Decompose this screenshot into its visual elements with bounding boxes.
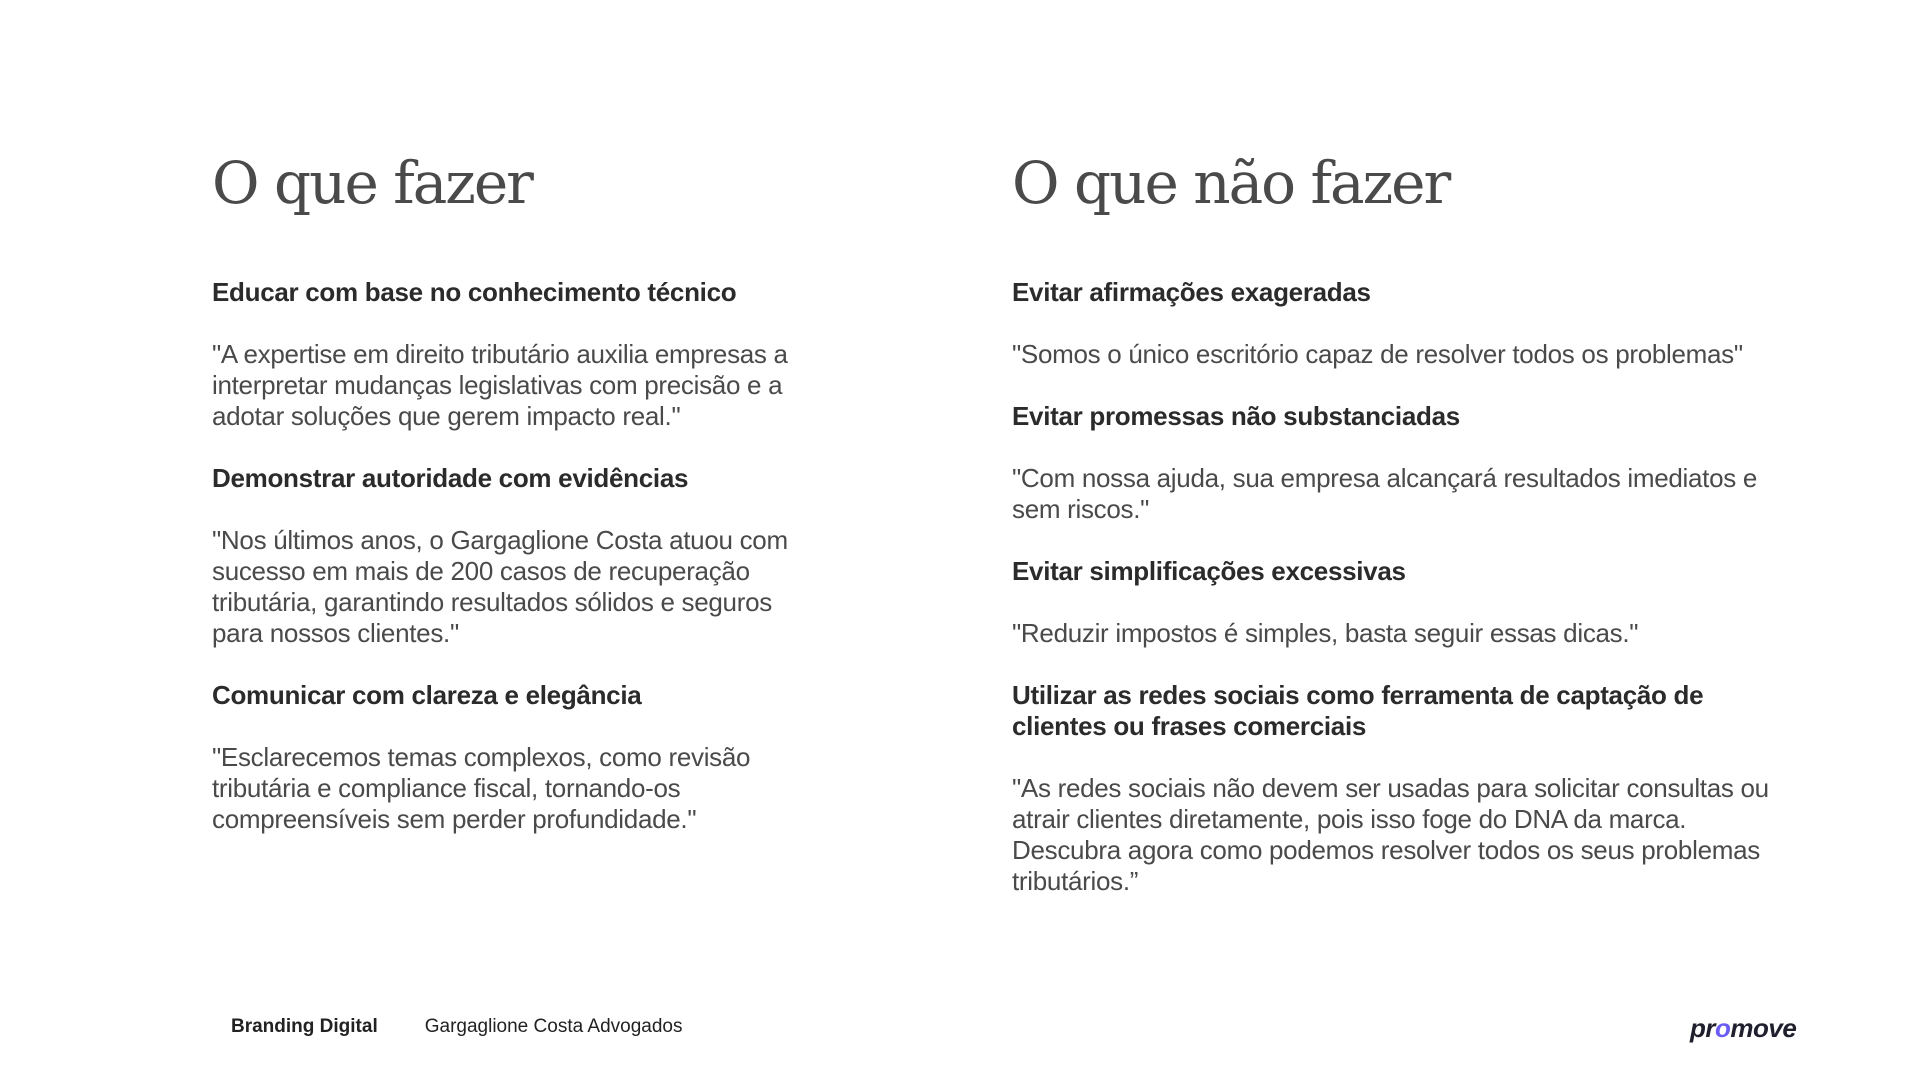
dont-item-quote: "Reduzir impostos é simples, basta seguir essas dicas." xyxy=(1012,618,1639,648)
footer-client-name: Gargaglione Costa Advogados xyxy=(424,1016,683,1037)
logo-accent-letter: o xyxy=(1715,1013,1731,1043)
logo-text-end: move xyxy=(1730,1013,1797,1043)
do-item-quote: "Esclarecemos temas complexos, como revisão tributária e compliance fiscal, tornando-os compreensíveis sem perder profundidade." xyxy=(212,742,751,834)
dont-item-quote: "Com nossa ajuda, sua empresa alcançará resultados imediatos e sem riscos." xyxy=(1012,463,1758,524)
dont-item-quote: "As redes sociais não devem ser usadas para solicitar consultas ou atrair clientes diretamente, pois isso foge do DNA da marca. Descubra agora como podemos resolver todos os seus problemas tributários.” xyxy=(1012,773,1769,896)
dont-item-heading: Evitar afirmações exageradas xyxy=(1012,277,1371,307)
footer xyxy=(231,1016,682,1038)
dont-item-heading: Evitar promessas não substanciadas xyxy=(1012,401,1460,431)
promove-logo xyxy=(1690,1013,1796,1044)
do-item-quote: "Nos últimos anos, o Gargaglione Costa atuou com sucesso em mais de 200 casos de recuperação tributária, garantindo resultados sólidos e seguros para nossos clientes." xyxy=(212,525,788,648)
dont-item-heading: Evitar simplificações excessivas xyxy=(1012,556,1406,586)
footer-brand-label: Branding Digital xyxy=(231,1016,378,1037)
do-item-quote: "A expertise em direito tributário auxilia empresas a interpretar mudanças legislativas com precisão e a adotar soluções que gerem impacto real." xyxy=(212,339,788,431)
logo-text-start: pr xyxy=(1690,1013,1715,1043)
do-item-heading: Educar com base no conhecimento técnico xyxy=(212,277,737,307)
dont-title: O que não fazer xyxy=(1012,149,1450,217)
do-item-heading: Demonstrar autoridade com evidências xyxy=(212,463,689,493)
do-column xyxy=(212,145,812,866)
do-title: O que fazer xyxy=(212,149,532,217)
do-item-heading: Comunicar com clareza e elegância xyxy=(212,680,642,710)
dont-item-quote: "Somos o único escritório capaz de resolver todos os problemas" xyxy=(1012,339,1743,369)
dont-column xyxy=(1012,145,1772,928)
dont-item-heading: Utilizar as redes sociais como ferramenta de captação de clientes ou frases comerciais xyxy=(1012,680,1704,741)
